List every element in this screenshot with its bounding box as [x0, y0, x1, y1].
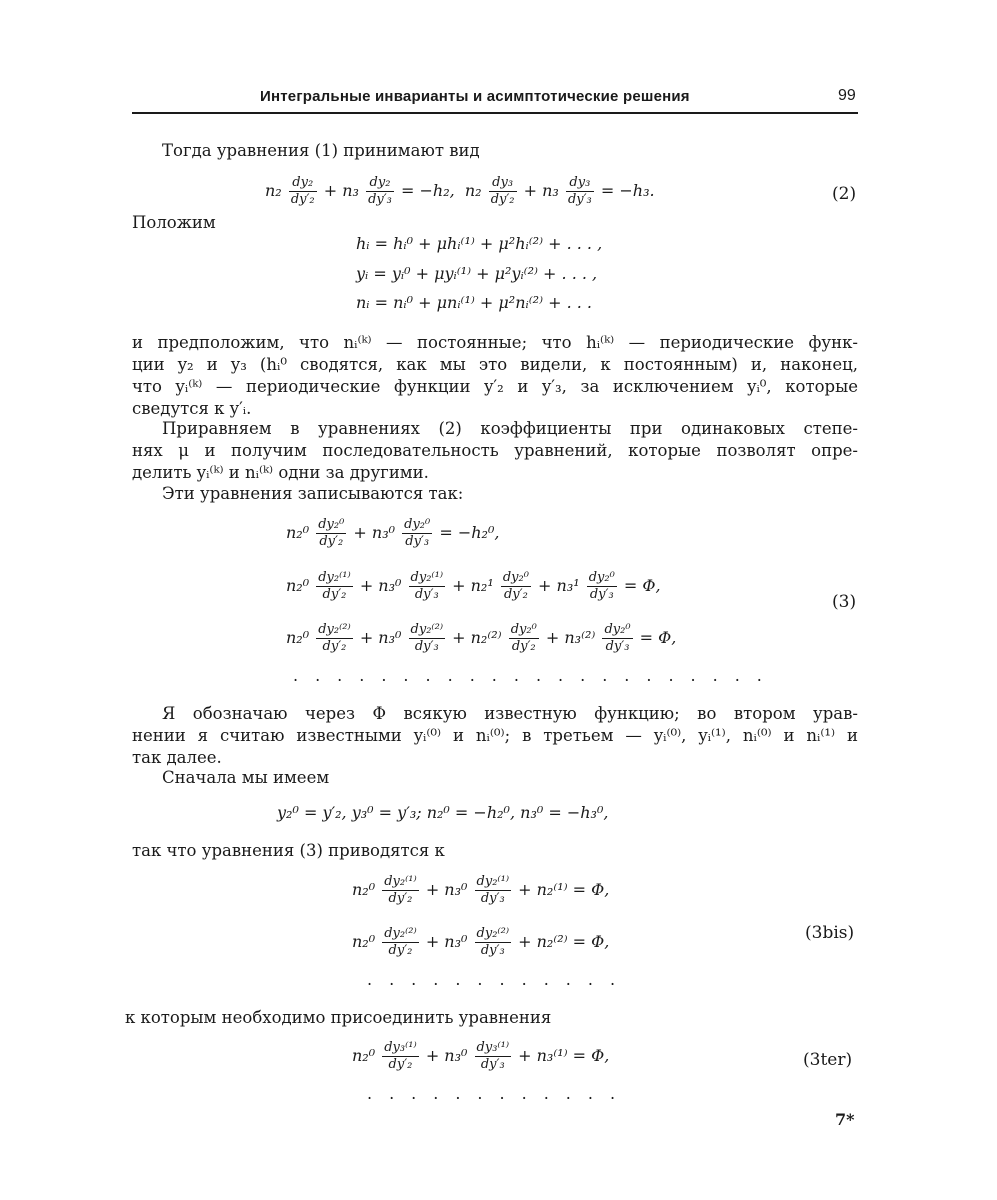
page-number: 99	[838, 87, 856, 104]
paragraph-reduce: так что уравнения (3) приводятся к	[132, 841, 445, 860]
equation-3bis-line-1: n₂⁰ $\frac{\text{dy₂⁽¹⁾}}{\text{dy′₂}}$ + n₃⁰ $\frac{\text{dy₂⁽¹⁾}}{\text{dy′₃}}$ + n₂⁽¹⁾ = Φ,	[352, 874, 610, 906]
equation-3ter-number: (3ter)	[803, 1050, 853, 1070]
text-line: нении я считаю известными yᵢ⁽⁰⁾ и nᵢ⁽⁰⁾; в третьем — yᵢ⁽⁰⁾, yᵢ⁽¹⁾, nᵢ⁽⁰⁾ и nᵢ⁽¹⁾ и	[132, 726, 858, 745]
equation-3bis-number: (3bis)	[805, 923, 855, 943]
paragraph-join: к которым необходимо присоединить уравнения	[125, 1008, 552, 1027]
text-line: Приравняем в уравнениях (2) коэффициенты при одинаковых степе-	[162, 419, 858, 438]
equation-3-ellipsis: ......................	[293, 666, 779, 685]
intro-text: Тогда уравнения (1) принимают вид	[162, 141, 480, 160]
initial-values: y₂⁰ = y′₂, y₃⁰ = y′₃; n₂⁰ = −h₂⁰, n₃⁰ = −h₃⁰,	[277, 803, 609, 822]
text-line: делить yᵢ⁽ᵏ⁾ и nᵢ⁽ᵏ⁾ одни за другими.	[132, 463, 429, 482]
polozhim-text: Положим	[132, 213, 216, 232]
text-line: ции y₂ и y₃ (hᵢ⁰ сводятся, как мы это видели, к постоянным) и, наконец,	[132, 355, 858, 374]
equation-3-line-1: n₂⁰ $\frac{\text{dy₂⁰}}{\text{dy′₂}}$ + n₃⁰ $\frac{\text{dy₂⁰}}{\text{dy′₃}}$ = −h₂⁰,	[286, 517, 500, 549]
series-y: yᵢ = yᵢ⁰ + μyᵢ⁽¹⁾ + μ²yᵢ⁽²⁾ + . . . ,	[356, 264, 598, 283]
text-line: так далее.	[132, 748, 222, 767]
equation-3-line-3: n₂⁰ $\frac{\text{dy₂⁽²⁾}}{\text{dy′₂}}$ + n₃⁰ $\frac{\text{dy₂⁽²⁾}}{\text{dy′₃}}$ + n₂⁽²⁾ $\frac{\text{dy₂⁰}}{\text{dy′₂}}$ + n₃⁽²⁾ $\frac{\text{dy₂⁰}}{\text{dy′₃}}$ = Φ,	[286, 622, 677, 654]
running-header: Интегральные инварианты и асимптотические решения	[260, 88, 690, 105]
paragraph-assumptions	[132, 332, 858, 420]
equation-3-line-2: n₂⁰ $\frac{\text{dy₂⁽¹⁾}}{\text{dy′₂}}$ + n₃⁰ $\frac{\text{dy₂⁽¹⁾}}{\text{dy′₃}}$ + n₂¹ $\frac{\text{dy₂⁰}}{\text{dy′₂}}$ + n₃¹ $\frac{\text{dy₂⁰}}{\text{dy′₃}}$ = Φ,	[286, 570, 661, 602]
equation-2-number: (2)	[832, 184, 857, 204]
series-h: hᵢ = hᵢ⁰ + μhᵢ⁽¹⁾ + μ²hᵢ⁽²⁾ + . . . ,	[356, 234, 603, 253]
text-line: и предположим, что nᵢ⁽ᵏ⁾ — постоянные; что hᵢ⁽ᵏ⁾ — периодические функ-	[132, 333, 858, 352]
equation-3ter-ellipsis: ............	[367, 1084, 633, 1103]
paragraph-equate	[132, 418, 858, 484]
paragraph-phi	[132, 703, 858, 769]
equation-3bis-line-2: n₂⁰ $\frac{\text{dy₂⁽²⁾}}{\text{dy′₂}}$ + n₃⁰ $\frac{\text{dy₂⁽²⁾}}{\text{dy′₃}}$ + n₂⁽²⁾ = Φ,	[352, 926, 610, 958]
header-rule	[132, 112, 858, 114]
equation-2: n₂ $\frac{\text{dy₂}}{\text{dy′₂}}$ + n₃ $\frac{\text{dy₂}}{\text{dy′₃}}$ = −h₂, n₂ $\frac{\text{dy₃}}{\text{dy′₂}}$ + n₃ $\frac{\text{dy₃}}{\text{dy′₃}}$ = −h₃.	[265, 175, 655, 207]
equation-3bis-ellipsis: ............	[367, 970, 633, 989]
paragraph-written: Эти уравнения записываются так:	[162, 484, 464, 503]
equation-3-number: (3)	[832, 592, 857, 612]
series-n: nᵢ = nᵢ⁰ + μnᵢ⁽¹⁾ + μ²nᵢ⁽²⁾ + . . .	[356, 293, 593, 312]
equation-3ter: n₂⁰ $\frac{\text{dy₃⁽¹⁾}}{\text{dy′₂}}$ + n₃⁰ $\frac{\text{dy₃⁽¹⁾}}{\text{dy′₃}}$ + n₃⁽¹⁾ = Φ,	[352, 1040, 610, 1072]
paragraph-first: Сначала мы имеем	[162, 768, 330, 787]
text-line: что yᵢ⁽ᵏ⁾ — периодические функции y′₂ и y′₃, за исключением yᵢ⁰, которые	[132, 377, 858, 396]
signature-mark: 7*	[835, 1110, 855, 1129]
text-line: Я обозначаю через Φ всякую известную функцию; во втором урав-	[162, 704, 858, 723]
text-line: сведутся к y′ᵢ.	[132, 399, 252, 418]
text-line: нях μ и получим последовательность уравнений, которые позволят опре-	[132, 441, 858, 460]
